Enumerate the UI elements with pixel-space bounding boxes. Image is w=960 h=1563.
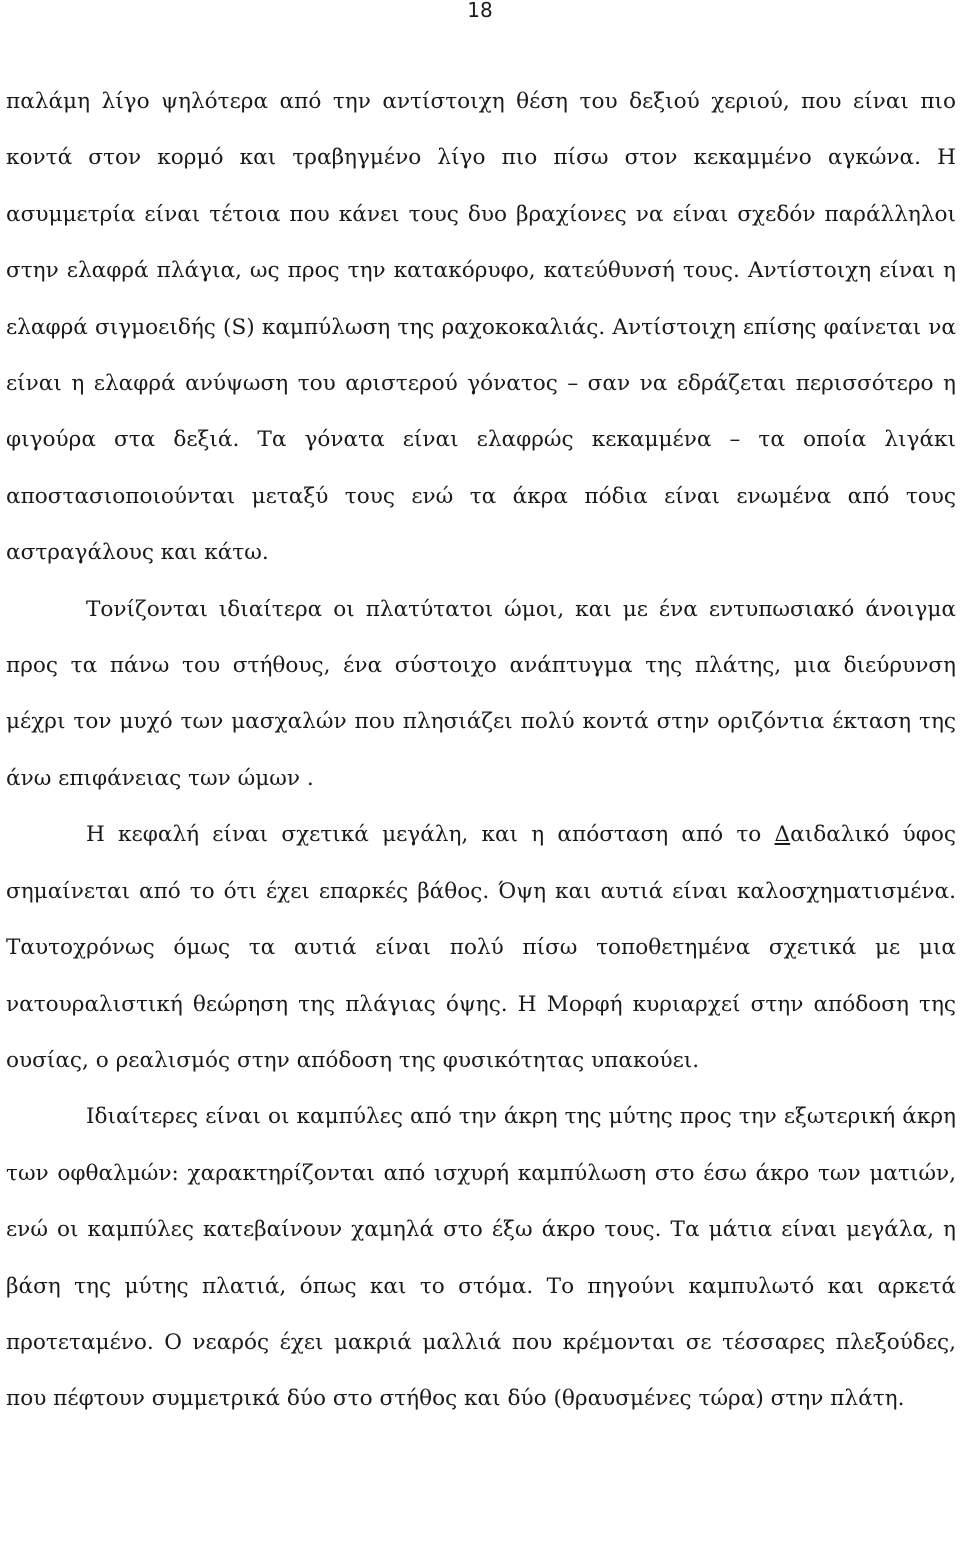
paragraph-4: Ιδιαίτερες είναι οι καμπύλες από την άκρη της μύτης προς την εξωτερική άκρη των οφθαλμών: χαρακτηρίζονται από ισχυρή καμπύλωση στο έσω άκρο των ματιών, ενώ οι καμπύλες κατεβαίνουν χαμηλά στο έξω άκρο τους. Τα μάτια είναι μεγάλα, η βάση της μύτης πλατιά, όπως και το στόμα. Το πηγούνι καμπυλωτό και αρκετά προτεταμένο. Ο νεαρός έχει μακριά μαλλιά που κρέμονται σε τέσσαρες πλεξούδες, που πέφτουν συμμετρικά δύο στο στήθος και δύο (θραυσμένες τώρα) στην πλάτη. [6, 1104, 956, 1412]
paragraph-3-rest: αιδαλικό ύφος σημαίνεται από το ότι έχει επαρκές βάθος. Όψη και αυτιά είναι καλοσχηματισμένα. Ταυτοχρόνως όμως τα αυτιά είναι πολύ πίσω τοποθετημένα σχετικά με μια νατουραλιστική θεώρηση της πλάγιας όψης. Η Μορφή κυριαρχεί στην απόδοση της ουσίας, ο ρεαλισμός στην απόδοση της φυσικότητας υπακούει. [6, 822, 956, 1073]
paragraph-2: Τονίζονται ιδιαίτερα οι πλατύτατοι ώμοι, και με ένα εντυπωσιακό άνοιγμα προς τα πάνω του στήθους, ένα σύστοιχο ανάπτυγμα της πλάτης, μια διεύρυνση μέχρι τον μυχό των μασχαλών που πλησιάζει πολύ κοντά στην οριζόντια έκταση της άνω επιφάνειας των ώμων . [6, 596, 956, 791]
paragraph-3-start: Η κεφαλή είναι σχετικά μεγάλη, και η απόσταση από το [86, 822, 775, 848]
paragraph-1: παλάμη λίγο ψηλότερα από την αντίστοιχη θέση του δεξιού χεριού, που είναι πιο κοντά στον κορμό και τραβηγμένο λίγο πιο πίσω στον κεκαμμένο αγκώνα. Η ασυμμετρία είναι τέτοια που κάνει τους δυο βραχίονες να είναι σχεδόν παράλληλοι στην ελαφρά πλάγια, ως προς την κατακόρυφο, κατεύθυνσή τους. Αντίστοιχη είναι η ελαφρά σιγμοειδής (S) καμπύλωση της ραχοκοκαλιάς. Αντίστοιχη επίσης φαίνεται να είναι η ελαφρά ανύψωση του αριστερού γόνατος – σαν να εδράζεται περισσότερο η φιγούρα στα δεξιά. Τα γόνατα είναι ελαφρώς κεκαμμένα – τα οποία λιγάκι αποστασιοποιούνται μεταξύ τους ενώ τα άκρα πόδια είναι ενωμένα από τους αστραγάλους και κάτω. [6, 89, 956, 566]
underlined-letter: Δ [774, 822, 791, 848]
paragraph-3 [6, 807, 956, 1089]
page-number: 18 [467, 0, 493, 22]
body-text [6, 74, 956, 1428]
